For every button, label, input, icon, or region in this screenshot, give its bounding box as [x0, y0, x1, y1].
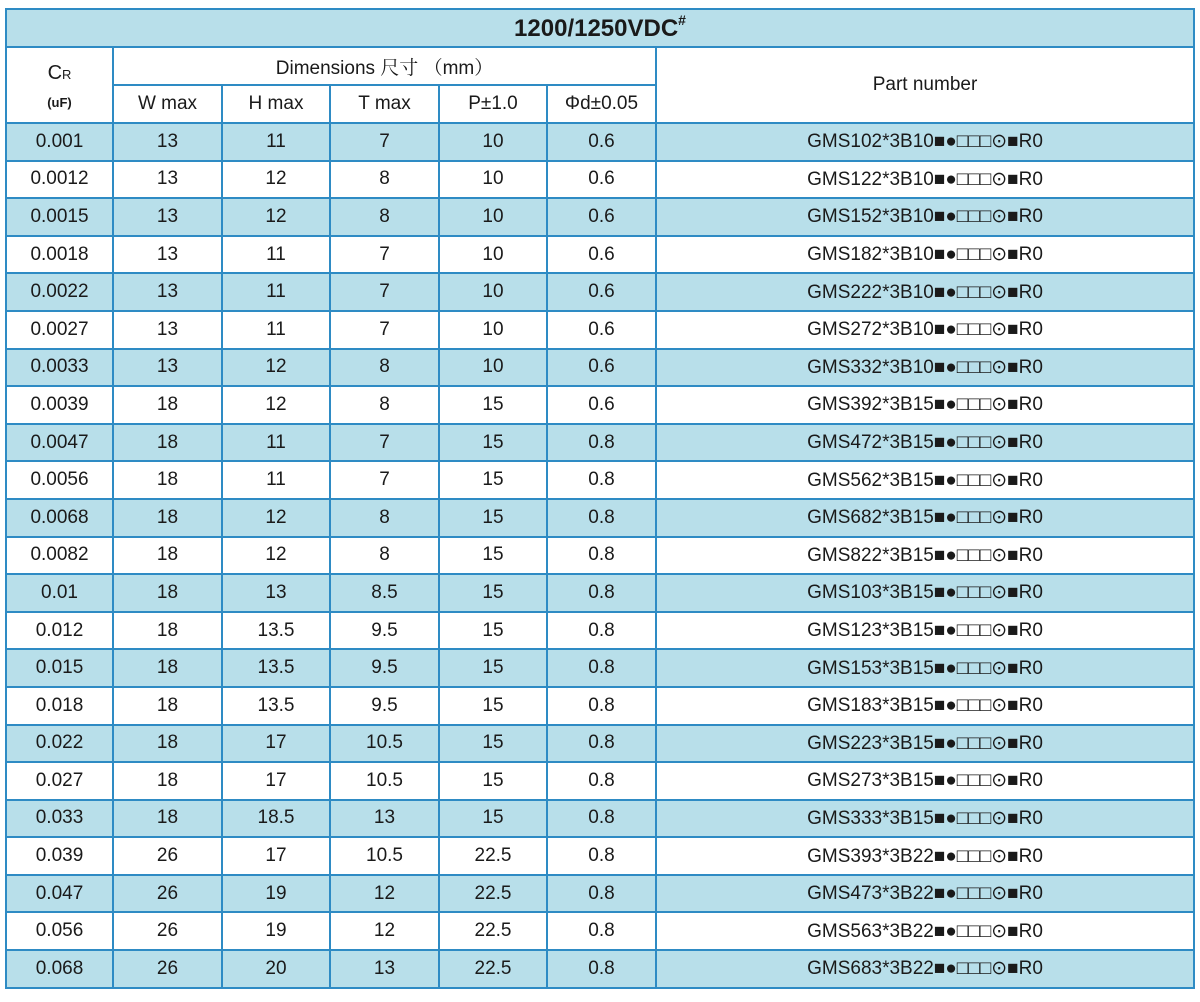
cell-lead-diameter: 0.8 — [547, 762, 656, 800]
cr-symbol: C — [47, 62, 63, 84]
cell-h-max: 19 — [222, 912, 330, 950]
table-row — [6, 123, 1194, 161]
cell-t-max: 8 — [330, 537, 439, 575]
cell-pitch: 22.5 — [439, 875, 547, 913]
cell-pitch: 10 — [439, 161, 547, 199]
table-body — [6, 123, 1194, 988]
cell-lead-diameter: 0.6 — [547, 123, 656, 161]
cr-unit: (uF) — [47, 95, 72, 110]
col-header-lead-diameter: Φd±0.05 — [547, 85, 656, 123]
cell-t-max: 13 — [330, 950, 439, 988]
cell-w-max: 13 — [113, 311, 222, 349]
cell-lead-diameter: 0.8 — [547, 800, 656, 838]
col-header-pitch: P±1.0 — [439, 85, 547, 123]
cell-part-number: GMS102*3B10■●□□□⊙■R0 — [656, 123, 1194, 161]
cell-pitch: 15 — [439, 499, 547, 537]
cell-w-max: 18 — [113, 800, 222, 838]
cell-lead-diameter: 0.8 — [547, 875, 656, 913]
cell-pitch: 10 — [439, 273, 547, 311]
cell-part-number: GMS683*3B22■●□□□⊙■R0 — [656, 950, 1194, 988]
cell-t-max: 8.5 — [330, 574, 439, 612]
cell-t-max: 7 — [330, 311, 439, 349]
cell-part-number: GMS122*3B10■●□□□⊙■R0 — [656, 161, 1194, 199]
cell-w-max: 13 — [113, 349, 222, 387]
cell-capacitance: 0.0033 — [6, 349, 113, 387]
cell-part-number: GMS562*3B15■●□□□⊙■R0 — [656, 461, 1194, 499]
cell-capacitance: 0.018 — [6, 687, 113, 725]
cell-h-max: 12 — [222, 349, 330, 387]
cell-part-number: GMS682*3B15■●□□□⊙■R0 — [656, 499, 1194, 537]
cell-t-max: 7 — [330, 273, 439, 311]
dimensions-header: Dimensions 尺寸 （mm） — [113, 47, 656, 85]
cell-pitch: 15 — [439, 461, 547, 499]
cell-lead-diameter: 0.8 — [547, 499, 656, 537]
cell-pitch: 15 — [439, 612, 547, 650]
cell-capacitance: 0.068 — [6, 950, 113, 988]
table-row — [6, 273, 1194, 311]
cell-h-max: 11 — [222, 236, 330, 274]
cell-capacitance: 0.0027 — [6, 311, 113, 349]
cell-part-number: GMS182*3B10■●□□□⊙■R0 — [656, 236, 1194, 274]
table-row — [6, 912, 1194, 950]
table-row — [6, 687, 1194, 725]
cell-capacitance: 0.0015 — [6, 198, 113, 236]
cell-part-number: GMS393*3B22■●□□□⊙■R0 — [656, 837, 1194, 875]
spec-table-container — [5, 8, 1193, 989]
cell-h-max: 20 — [222, 950, 330, 988]
cell-pitch: 22.5 — [439, 950, 547, 988]
cell-pitch: 10 — [439, 349, 547, 387]
cell-lead-diameter: 0.6 — [547, 236, 656, 274]
table-row — [6, 649, 1194, 687]
cell-h-max: 13.5 — [222, 612, 330, 650]
table-row — [6, 349, 1194, 387]
cell-capacitance: 0.0056 — [6, 461, 113, 499]
cell-lead-diameter: 0.8 — [547, 612, 656, 650]
cell-lead-diameter: 0.8 — [547, 687, 656, 725]
cell-h-max: 12 — [222, 161, 330, 199]
cell-pitch: 10 — [439, 123, 547, 161]
title-superscript: # — [678, 11, 686, 28]
cell-t-max: 7 — [330, 424, 439, 462]
cell-h-max: 17 — [222, 762, 330, 800]
cell-w-max: 18 — [113, 725, 222, 763]
header-row-1 — [6, 47, 1194, 85]
table-row — [6, 875, 1194, 913]
cell-t-max: 10.5 — [330, 837, 439, 875]
cell-w-max: 26 — [113, 912, 222, 950]
cell-t-max: 8 — [330, 499, 439, 537]
voltage-title: 1200/1250VDC — [514, 14, 679, 42]
cell-pitch: 22.5 — [439, 912, 547, 950]
cell-pitch: 15 — [439, 725, 547, 763]
cell-lead-diameter: 0.8 — [547, 424, 656, 462]
cell-capacitance: 0.0082 — [6, 537, 113, 575]
cell-t-max: 9.5 — [330, 649, 439, 687]
cell-capacitance: 0.0047 — [6, 424, 113, 462]
col-header-h-max: H max — [222, 85, 330, 123]
cell-capacitance: 0.056 — [6, 912, 113, 950]
table-row — [6, 386, 1194, 424]
cell-capacitance: 0.0012 — [6, 161, 113, 199]
table-row — [6, 537, 1194, 575]
cell-capacitance: 0.001 — [6, 123, 113, 161]
part-number-header: Part number — [656, 47, 1194, 123]
cell-w-max: 18 — [113, 574, 222, 612]
cell-capacitance: 0.047 — [6, 875, 113, 913]
cell-t-max: 8 — [330, 198, 439, 236]
cell-pitch: 15 — [439, 424, 547, 462]
cell-lead-diameter: 0.6 — [547, 349, 656, 387]
table-row — [6, 424, 1194, 462]
table-row — [6, 574, 1194, 612]
cell-capacitance: 0.0022 — [6, 273, 113, 311]
cell-pitch: 10 — [439, 311, 547, 349]
cell-h-max: 17 — [222, 837, 330, 875]
cell-h-max: 19 — [222, 875, 330, 913]
cell-lead-diameter: 0.6 — [547, 198, 656, 236]
cell-part-number: GMS273*3B15■●□□□⊙■R0 — [656, 762, 1194, 800]
cell-lead-diameter: 0.8 — [547, 461, 656, 499]
cell-lead-diameter: 0.8 — [547, 837, 656, 875]
cell-lead-diameter: 0.8 — [547, 649, 656, 687]
cell-lead-diameter: 0.8 — [547, 912, 656, 950]
cell-capacitance: 0.033 — [6, 800, 113, 838]
cell-part-number: GMS822*3B15■●□□□⊙■R0 — [656, 537, 1194, 575]
table-row — [6, 311, 1194, 349]
table-row — [6, 612, 1194, 650]
cell-pitch: 15 — [439, 537, 547, 575]
cell-w-max: 13 — [113, 161, 222, 199]
cell-t-max: 10.5 — [330, 725, 439, 763]
col-header-w-max: W max — [113, 85, 222, 123]
cell-w-max: 18 — [113, 537, 222, 575]
cell-pitch: 22.5 — [439, 837, 547, 875]
cell-h-max: 11 — [222, 461, 330, 499]
table-title — [6, 9, 1194, 47]
cell-w-max: 18 — [113, 649, 222, 687]
cell-t-max: 8 — [330, 349, 439, 387]
cell-t-max: 8 — [330, 386, 439, 424]
table-row — [6, 461, 1194, 499]
cell-h-max: 12 — [222, 198, 330, 236]
cell-part-number: GMS183*3B15■●□□□⊙■R0 — [656, 687, 1194, 725]
cell-w-max: 18 — [113, 612, 222, 650]
cell-pitch: 10 — [439, 198, 547, 236]
cell-part-number: GMS222*3B10■●□□□⊙■R0 — [656, 273, 1194, 311]
cell-capacitance: 0.0068 — [6, 499, 113, 537]
table-row — [6, 725, 1194, 763]
cell-t-max: 7 — [330, 236, 439, 274]
cell-pitch: 15 — [439, 574, 547, 612]
cell-t-max: 10.5 — [330, 762, 439, 800]
cell-pitch: 15 — [439, 649, 547, 687]
cell-w-max: 18 — [113, 424, 222, 462]
cell-part-number: GMS153*3B15■●□□□⊙■R0 — [656, 649, 1194, 687]
cell-part-number: GMS103*3B15■●□□□⊙■R0 — [656, 574, 1194, 612]
capacitor-spec-table — [5, 8, 1195, 989]
cell-capacitance: 0.015 — [6, 649, 113, 687]
cell-w-max: 18 — [113, 499, 222, 537]
cell-w-max: 13 — [113, 123, 222, 161]
table-row — [6, 236, 1194, 274]
cell-w-max: 18 — [113, 386, 222, 424]
cell-lead-diameter: 0.6 — [547, 273, 656, 311]
cell-h-max: 13.5 — [222, 649, 330, 687]
cell-lead-diameter: 0.6 — [547, 161, 656, 199]
cell-pitch: 10 — [439, 236, 547, 274]
cell-w-max: 26 — [113, 875, 222, 913]
cell-capacitance: 0.027 — [6, 762, 113, 800]
cell-h-max: 12 — [222, 537, 330, 575]
cell-h-max: 11 — [222, 424, 330, 462]
table-row — [6, 950, 1194, 988]
cell-h-max: 11 — [222, 123, 330, 161]
cell-capacitance: 0.022 — [6, 725, 113, 763]
cell-w-max: 18 — [113, 762, 222, 800]
cell-h-max: 11 — [222, 273, 330, 311]
cell-h-max: 13.5 — [222, 687, 330, 725]
cell-part-number: GMS392*3B15■●□□□⊙■R0 — [656, 386, 1194, 424]
cr-header — [6, 47, 113, 123]
table-row — [6, 762, 1194, 800]
cell-pitch: 15 — [439, 386, 547, 424]
cell-h-max: 17 — [222, 725, 330, 763]
cell-w-max: 26 — [113, 950, 222, 988]
cell-pitch: 15 — [439, 762, 547, 800]
table-row — [6, 161, 1194, 199]
cell-t-max: 9.5 — [330, 687, 439, 725]
table-row — [6, 837, 1194, 875]
cell-lead-diameter: 0.6 — [547, 386, 656, 424]
cell-w-max: 13 — [113, 273, 222, 311]
cell-h-max: 18.5 — [222, 800, 330, 838]
cell-part-number: GMS272*3B10■●□□□⊙■R0 — [656, 311, 1194, 349]
cell-pitch: 15 — [439, 800, 547, 838]
cell-t-max: 12 — [330, 875, 439, 913]
cell-capacitance: 0.0039 — [6, 386, 113, 424]
cell-t-max: 8 — [330, 161, 439, 199]
cell-lead-diameter: 0.8 — [547, 950, 656, 988]
cell-lead-diameter: 0.8 — [547, 725, 656, 763]
cell-h-max: 11 — [222, 311, 330, 349]
cell-t-max: 7 — [330, 123, 439, 161]
cell-w-max: 18 — [113, 687, 222, 725]
cell-t-max: 7 — [330, 461, 439, 499]
cell-part-number: GMS332*3B10■●□□□⊙■R0 — [656, 349, 1194, 387]
cell-w-max: 18 — [113, 461, 222, 499]
cr-subscript: R — [62, 67, 72, 82]
cell-capacitance: 0.039 — [6, 837, 113, 875]
cell-part-number: GMS333*3B15■●□□□⊙■R0 — [656, 800, 1194, 838]
cell-part-number: GMS472*3B15■●□□□⊙■R0 — [656, 424, 1194, 462]
table-row — [6, 198, 1194, 236]
cell-capacitance: 0.0018 — [6, 236, 113, 274]
cell-part-number: GMS223*3B15■●□□□⊙■R0 — [656, 725, 1194, 763]
cell-part-number: GMS152*3B10■●□□□⊙■R0 — [656, 198, 1194, 236]
cell-w-max: 13 — [113, 236, 222, 274]
cell-t-max: 12 — [330, 912, 439, 950]
cell-capacitance: 0.01 — [6, 574, 113, 612]
cell-w-max: 13 — [113, 198, 222, 236]
cell-t-max: 13 — [330, 800, 439, 838]
cell-h-max: 13 — [222, 574, 330, 612]
cell-lead-diameter: 0.8 — [547, 537, 656, 575]
cell-part-number: GMS563*3B22■●□□□⊙■R0 — [656, 912, 1194, 950]
cell-lead-diameter: 0.8 — [547, 574, 656, 612]
cell-lead-diameter: 0.6 — [547, 311, 656, 349]
cell-h-max: 12 — [222, 499, 330, 537]
title-row — [6, 9, 1194, 47]
cell-pitch: 15 — [439, 687, 547, 725]
cell-capacitance: 0.012 — [6, 612, 113, 650]
cell-part-number: GMS473*3B22■●□□□⊙■R0 — [656, 875, 1194, 913]
cell-h-max: 12 — [222, 386, 330, 424]
table-row — [6, 800, 1194, 838]
cell-part-number: GMS123*3B15■●□□□⊙■R0 — [656, 612, 1194, 650]
col-header-t-max: T max — [330, 85, 439, 123]
cell-w-max: 26 — [113, 837, 222, 875]
cell-t-max: 9.5 — [330, 612, 439, 650]
table-row — [6, 499, 1194, 537]
